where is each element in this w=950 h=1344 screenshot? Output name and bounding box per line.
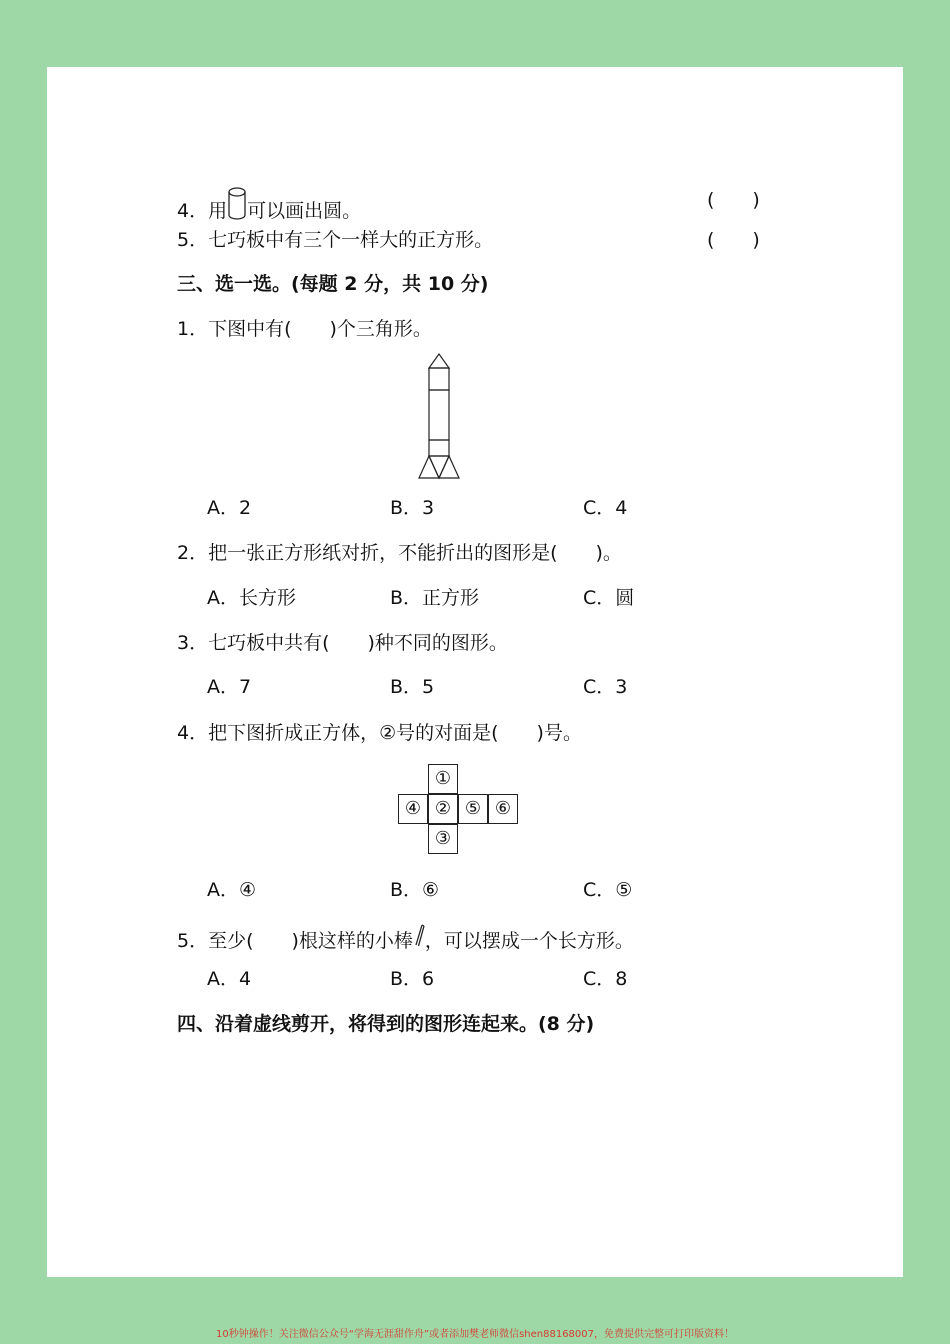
judge-q5: 5．七巧板中有三个一样大的正方形。 [177, 229, 494, 251]
judge-q4: 4．用 可以画出圆。 [177, 187, 361, 224]
section3-title: 三、选一选。(每题 2 分，共 10 分) [177, 273, 489, 295]
s3-q3-text: 3．七巧板中共有( )种不同的图形。 [177, 632, 508, 654]
answer-paren-q5: ( ) [707, 229, 760, 251]
s3-q4-text: 4．把下图折成正方体，②号的对面是( )号。 [177, 722, 582, 744]
s3-q3-option-c: C．3 [583, 676, 628, 698]
s3-q1-option-c: C．4 [583, 497, 628, 519]
net-cell-right-2: ⑥ [488, 794, 518, 824]
s3-q5-option-a: A．4 [207, 968, 252, 990]
s3-q1-option-b: B．3 [390, 497, 435, 519]
section4-title: 四、沿着虚线剪开，将得到的图形连起来。(8 分) [177, 1013, 595, 1035]
s3-q5-option-c: C．8 [583, 968, 628, 990]
net-cell-bottom: ③ [428, 824, 458, 854]
s3-q5-text: 5．至少( )根这样的小棒 ，可以摆成一个长方形。 [177, 923, 634, 954]
net-cell-center: ② [428, 794, 458, 824]
footer-notice: 10秒钟操作！关注微信公众号“学海无涯甜作舟”或者添加樊老师微信shen88168007，免费提供完整可打印版资料！ [215, 1329, 735, 1340]
s3-q1-text: 1．下图中有( )个三角形。 [177, 318, 432, 340]
s3-q3-option-b: B．5 [390, 676, 435, 698]
s3-q1-option-a: A．2 [207, 497, 252, 519]
s3-q4-option-a: A．④ [207, 879, 257, 901]
answer-paren-q4: ( ) [707, 189, 760, 211]
net-cell-left: ④ [398, 794, 428, 824]
s3-q4-option-b: B．⑥ [390, 879, 440, 901]
s3-q2-option-a: A．长方形 [207, 587, 296, 609]
s3-q2-option-c: C．圆 [583, 587, 635, 609]
rocket-figure [417, 352, 461, 482]
stick-icon [413, 923, 425, 949]
net-cell-right-1: ⑤ [458, 794, 488, 824]
s3-q4-option-c: C．⑤ [583, 879, 633, 901]
net-cell-top: ① [428, 764, 458, 794]
cube-net [398, 764, 520, 856]
s3-q5-option-b: B．6 [390, 968, 435, 990]
cylinder-icon [227, 187, 247, 221]
s3-q2-text: 2．把一张正方形纸对折，不能折出的图形是( )。 [177, 542, 622, 564]
worksheet-page [47, 67, 903, 1277]
s3-q2-option-b: B．正方形 [390, 587, 480, 609]
s3-q3-option-a: A．7 [207, 676, 252, 698]
